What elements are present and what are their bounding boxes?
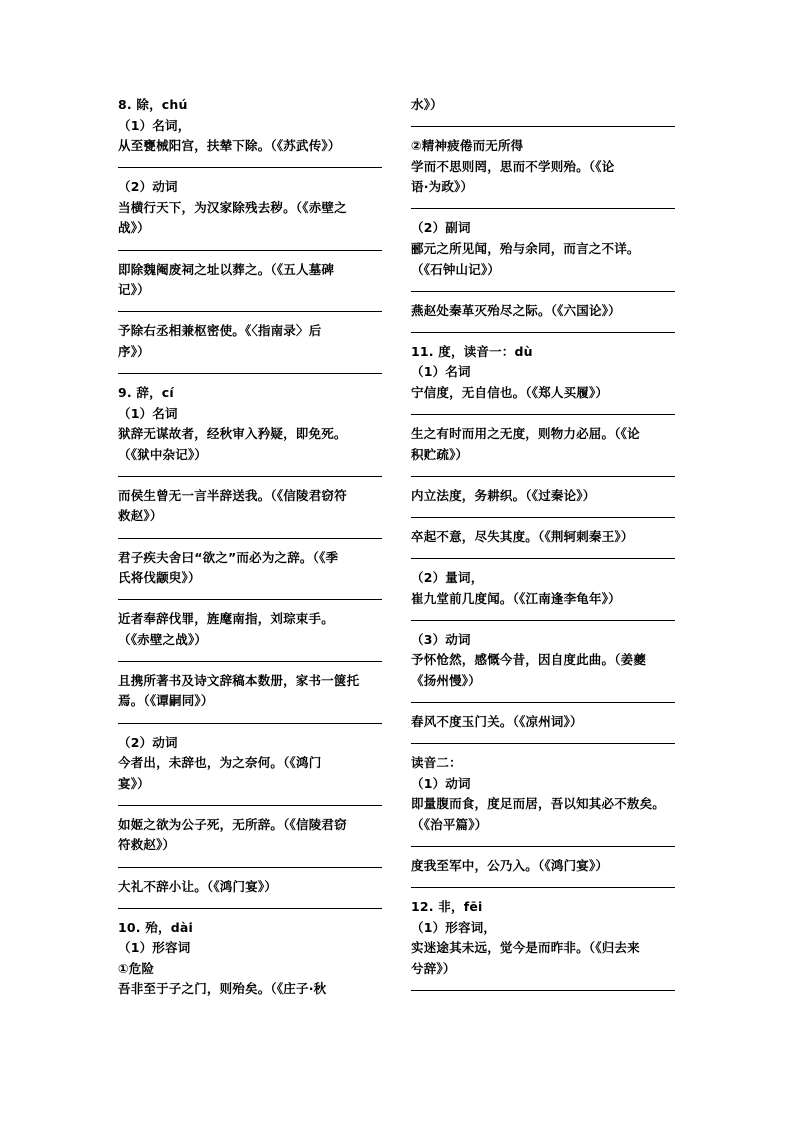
text-line: 8. 除，chú (118, 97, 188, 112)
text-line: 10. 殆，dài (118, 919, 193, 935)
text-line: 宴》） (118, 775, 150, 791)
text-line: 卒起不意，尽失其度。（《荆轲刺秦王》） (411, 528, 634, 544)
text-line: 大礼不辞小让。（《鸿门宴》） (118, 878, 278, 894)
text-line: 12. 非，fēi (411, 898, 483, 914)
text-line: 焉。（《谭嗣同》） (118, 693, 214, 709)
text-line: （2）量词， (411, 569, 484, 585)
divider-line (118, 867, 382, 868)
divider-line (411, 517, 675, 518)
divider-line (118, 661, 382, 662)
divider-line (411, 476, 675, 477)
text-line: 当横行天下，为汉家除残去秽。（《赤壁之 (118, 199, 347, 215)
text-line: 序》） (118, 343, 150, 359)
text-line: 郦元之所见闻，殆与余同，而言之不详。 (411, 240, 640, 256)
divider-line (411, 846, 675, 847)
text-line: 实迷途其未远，觉今是而昨非。（《归去来 (411, 940, 640, 956)
text-line: 《扬州慢》） (411, 672, 481, 688)
text-line: 兮辞》） (411, 960, 456, 976)
text-line: 君子疾夫舍曰“欲之”而必为之辞。（《季 (118, 549, 339, 565)
divider-line (411, 332, 675, 333)
text-line: 予除右丞相兼枢密使。《〈指南录〉后 (118, 323, 322, 339)
divider-line (118, 599, 382, 600)
left-column (118, 95, 382, 1000)
text-line: 符救赵》） (118, 837, 176, 853)
text-line: 学而不思则罔，思而不学则殆。（《论 (411, 158, 615, 174)
divider-line (118, 167, 382, 168)
text-line: （2）副词 (411, 220, 471, 236)
text-line: （1）名词 (118, 405, 178, 421)
divider-line (411, 558, 675, 559)
divider-line (411, 702, 675, 703)
text-line: （1）名词， (118, 117, 191, 133)
divider-line (411, 990, 675, 991)
text-line: 春风不度玉门关。（《凉州词》） (411, 713, 583, 729)
text-line: （《治平篇》） (411, 816, 488, 832)
text-line: （《石钟山记》） (411, 261, 501, 277)
text-line: （1）形容词 (118, 940, 191, 956)
text-line: 狱辞无谋故者，经秋审入矜疑，即免死。 (118, 426, 347, 442)
text-line: 读音二： (411, 754, 462, 770)
text-line: 崔九堂前几度闻。（《江南逢李龟年》） (411, 590, 621, 606)
text-line: 度我至军中，公乃入。（《鸿门宴》） (411, 857, 609, 873)
divider-line (411, 620, 675, 621)
text-line: 氏将伐颛臾》） (118, 570, 201, 586)
text-line: 积贮疏》） (411, 446, 469, 462)
text-line: 救赵》） (118, 508, 163, 524)
text-line: （2）动词 (118, 179, 178, 195)
text-line: 从至甕械阳宫，扶辇下除。（《苏武传》） (118, 138, 341, 154)
text-line: （1）形容词， (411, 919, 497, 935)
text-line: 语·为政》） (411, 179, 474, 195)
right-column (411, 95, 675, 1000)
text-line: 战》） (118, 220, 150, 236)
divider-line (411, 414, 675, 415)
text-line: 记》） (118, 282, 150, 298)
divider-line (118, 250, 382, 251)
text-line: 今者出，未辞也，为之奈何。（《鸿门 (118, 755, 322, 771)
text-line: 即除魏阉废祠之址以葬之。（《五人墓碑 (118, 261, 335, 277)
divider-line (118, 476, 382, 477)
text-line: 吾非至于子之门，则殆矣。（《庄子·秋 (118, 981, 327, 997)
text-line: （1）动词 (411, 775, 471, 791)
text-line: ②精神疲倦而无所得 (411, 138, 524, 154)
text-line: 如姬之欲为公子死，无所辞。（《信陵君窃 (118, 816, 347, 832)
text-line: 近者奉辞伐罪，旌麾南指，刘琮束手。 (118, 611, 334, 627)
divider-line (411, 887, 675, 888)
text-line: 而侯生曾无一言半辞送我。（《信陵君窃符 (118, 487, 347, 503)
text-line: （1）名词 (411, 364, 471, 380)
divider-line (118, 805, 382, 806)
text-line: 生之有时而用之无度，则物力必屈。（《论 (411, 426, 640, 442)
text-line: （2）动词 (118, 734, 178, 750)
text-line: 且携所著书及诗文辞稿本数册，家书一箧托 (118, 672, 360, 688)
divider-line (118, 311, 382, 312)
divider-line (118, 908, 382, 909)
text-line: 宁信度，无自信也。（《郑人买履》） (411, 384, 609, 400)
text-line: 即量腹而食，度足而居，吾以知其必不敖矣。 (411, 796, 666, 812)
divider-line (118, 723, 382, 724)
text-line: 内立法度，务耕织。（《过秦论》） (411, 487, 596, 503)
divider-line (411, 126, 675, 127)
text-line: （《赤壁之战》） (118, 631, 208, 647)
text-line: 11. 度，读音一：dù (411, 343, 533, 359)
divider-line (411, 291, 675, 292)
divider-line (118, 538, 382, 539)
divider-line (411, 743, 675, 744)
divider-line (118, 373, 382, 374)
text-line: ①危险 (118, 960, 155, 976)
text-line: 水》） (411, 97, 443, 112)
text-line: （《狱中杂记》） (118, 446, 208, 462)
text-line: （3）动词 (411, 631, 471, 647)
divider-line (411, 208, 675, 209)
text-line: 予怀怆然，感慨今昔，因自度此曲。（姜夔 (411, 652, 647, 668)
text-line: 9. 辞，cí (118, 384, 174, 400)
text-line: 燕赵处秦革灭殆尽之际。（《六国论》） (411, 302, 621, 318)
